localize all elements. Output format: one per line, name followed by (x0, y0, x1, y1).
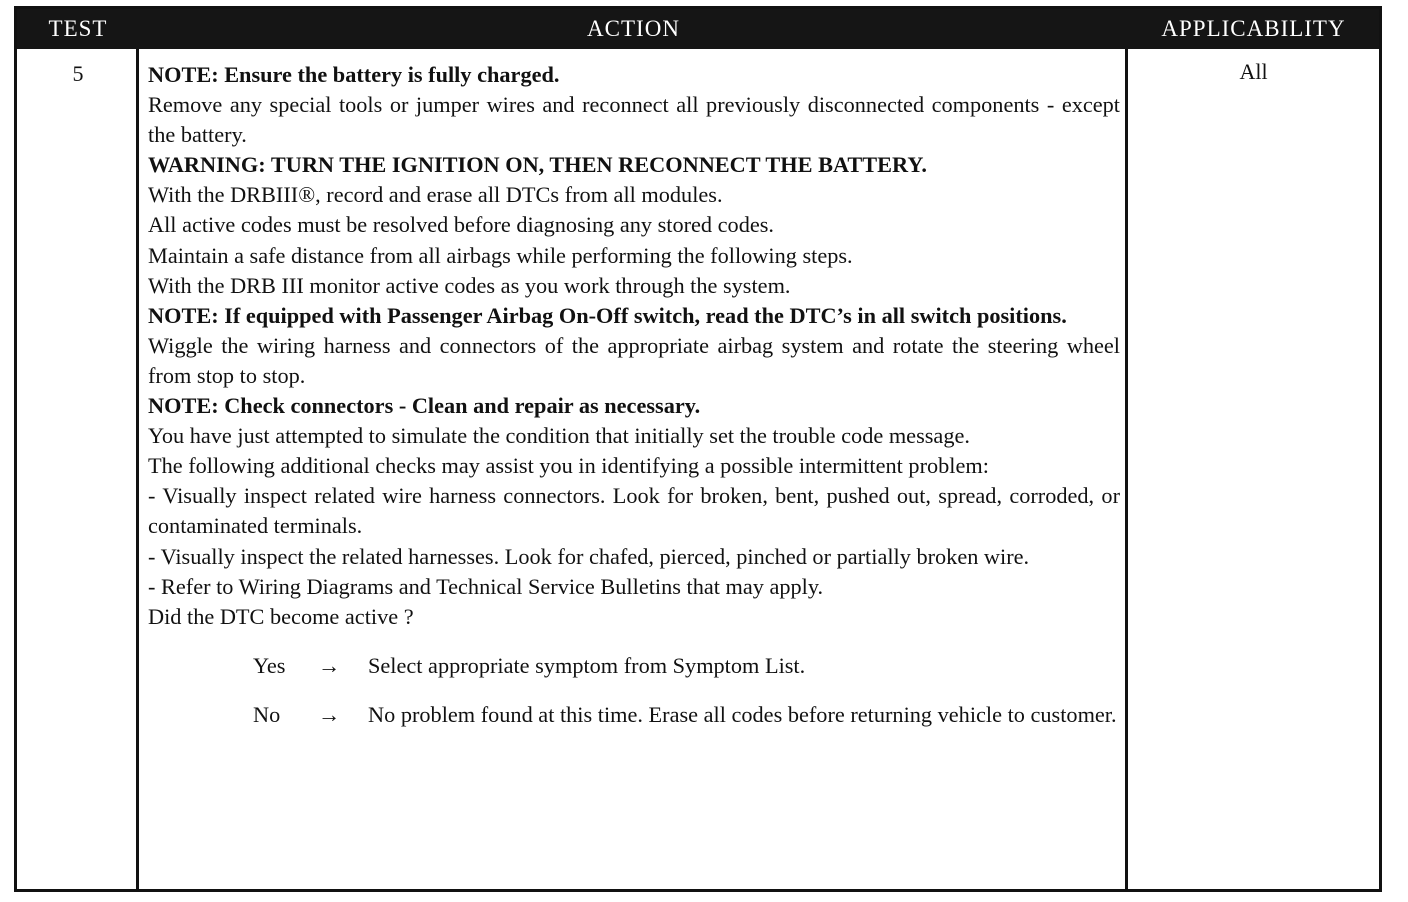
header-test: TEST (48, 16, 108, 41)
warning-ignition: WARNING: TURN THE IGNITION ON, THEN RECONNECT THE BATTERY. (148, 152, 927, 178)
header-action: ACTION (587, 16, 680, 41)
action-step: Remove any special tools or jumper wires and reconnect all previously disconnected components - except the battery. (148, 92, 1120, 148)
check-item: - Refer to Wiring Diagrams and Technical Service Bulletins that may apply. (148, 573, 824, 599)
response-label: Yes (253, 652, 286, 678)
question: Did the DTC become active ? (148, 603, 414, 629)
action-step: With the DRB III monitor active codes as you work through the system. (148, 272, 791, 298)
arrow-right-icon: → (318, 701, 341, 727)
check-item: - Visually inspect related wire harness connectors. Look for broken, bent, pushed out, spread, corroded, or contaminated terminals. (148, 483, 1120, 539)
response-no (148, 700, 1120, 760)
test-number: 5 (72, 61, 84, 86)
action-step: With the DRBIII®, record and erase all DTCs from all modules. (148, 182, 723, 208)
column-divider (1125, 49, 1128, 889)
response-text: Select appropriate symptom from Symptom List. (368, 652, 806, 678)
action-step: Wiggle the wiring harness and connectors of the appropriate airbag system and rotate the steering wheel from stop to stop. (148, 332, 1120, 388)
applicability-value: All (1239, 59, 1268, 84)
response-text: No problem found at this time. Erase all codes before returning vehicle to customer. (368, 701, 1117, 727)
action-text (148, 60, 1120, 760)
diagnostic-test-table (14, 6, 1382, 892)
action-step: You have just attempted to simulate the condition that initially set the trouble code message. (148, 423, 970, 449)
note-passenger-airbag: NOTE: If equipped with Passenger Airbag On-Off switch, read the DTC’s in all switch positions. (148, 302, 1067, 328)
action-step: The following additional checks may assist you in identifying a possible intermittent problem: (148, 453, 989, 479)
arrow-right-icon: → (318, 652, 341, 678)
response-label: No (253, 701, 281, 727)
check-item: - Visually inspect the related harnesses. Look for chafed, pierced, pinched or partially broken wire. (148, 543, 1030, 569)
response-yes (148, 651, 1120, 681)
header-applicability: APPLICABILITY (1161, 16, 1346, 41)
note-battery: NOTE: Ensure the battery is fully charged. (148, 62, 560, 87)
note-connectors: NOTE: Check connectors - Clean and repair as necessary. (148, 393, 701, 419)
table-header (17, 9, 1379, 49)
action-step: All active codes must be resolved before diagnosing any stored codes. (148, 212, 774, 238)
action-step: Maintain a safe distance from all airbags while performing the following steps. (148, 242, 853, 268)
column-divider (136, 49, 139, 889)
